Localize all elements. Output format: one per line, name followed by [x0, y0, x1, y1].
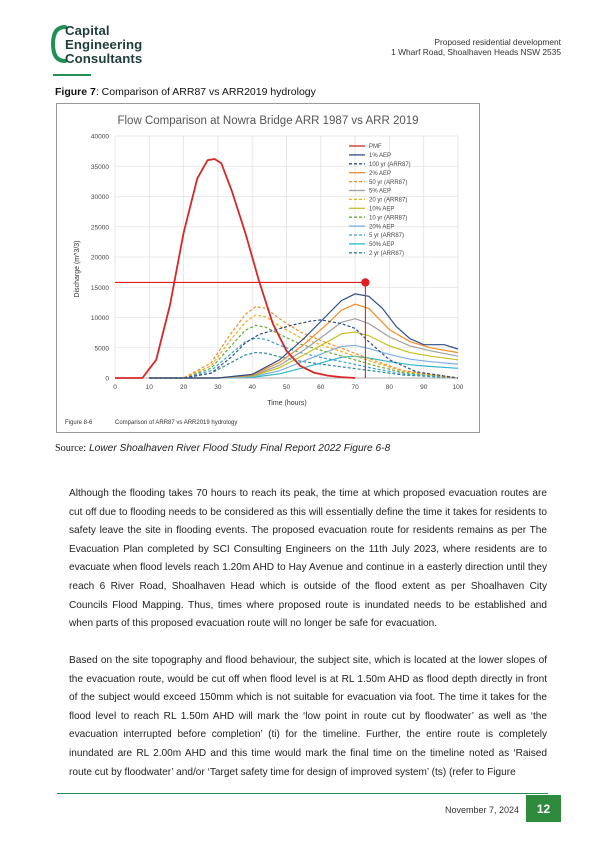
series-line	[149, 325, 458, 378]
x-tick-label: 80	[385, 384, 394, 391]
logo-line: Engineering	[65, 37, 143, 52]
legend-label: 5 yr (ARR87)	[369, 233, 405, 240]
body-paragraph-1: Although the flooding takes 70 hours to reach its peak, the time at which proposed evacuation routes are cut off due to flooding needs to be considered as this will essentially define the time it takes for residents to safety leave the site in flooding events. The proposed evacuation route for residents remains as per The Evacuation Plan completed by SCI Consulting Engineers on the 11th July 2023, where residents are to evacuate when flood levels reach 1.20m AHD to Hay Avenue and continue in a easterly direction until they reach 6 River Road, Shoalhaven Head which is outside of the flood extent as per Shoalhaven City Councils Flood Mapping. Thus, times where proposed route is inundated needs to be established and when parts of this proposed evacuation route will no longer be safe for evacuation.	[69, 488, 547, 630]
footer-date: November 7, 2024	[444, 805, 519, 815]
x-tick-label: 40	[248, 384, 256, 391]
figure-caption	[55, 86, 316, 98]
y-tick-label: 35000	[90, 163, 109, 171]
inner-caption-text: Comparison of ARR87 vs ARR2019 hydrology	[115, 420, 238, 426]
x-axis-label: Time (hours)	[267, 400, 307, 407]
y-tick-label: 0	[105, 375, 109, 383]
legend-label: 50% AEP	[369, 242, 395, 249]
legend-label: 20% AEP	[369, 224, 395, 231]
body-paragraph-2: Based on the site topography and flood behaviour, the subject site, which is located at the lower slopes of the evacuation route, would be cut off when flood level is at RL 1.50m AHD as flood depth directly in front of the subject would exceed 150mm which is not suitable for evacuation via foot. The time it takes for the flood level to reach RL 1.50m AHD will mark the ‘low point in route cut by floodwater’ as well as ‘the evacuation interrupted before completion’ (ti) for the timeline. Further, the entire route is completely inundated are RL 2.00m AHD and this time would mark the final time on the timeline noted as ‘Raised route cut by floodwater’ and/or ‘Target safety time for design of improved system’ (ts) (refer to Figure	[69, 655, 547, 778]
x-tick-label: 70	[351, 384, 359, 391]
logo-underline	[53, 74, 91, 76]
y-tick-label: 40000	[90, 133, 109, 141]
series-line	[149, 319, 458, 378]
figure-source	[55, 443, 390, 454]
legend-label: 2% AEP	[369, 170, 392, 177]
series-line	[149, 320, 458, 378]
figure-label: Figure 7	[55, 86, 96, 98]
y-tick-label: 25000	[90, 224, 109, 232]
footer-divider	[57, 793, 548, 794]
logo-wordmark	[65, 24, 142, 66]
legend-label: 10% AEP	[369, 206, 395, 213]
y-axis-label: Discharge (m^3/3)	[74, 240, 81, 298]
legend-label: PMF	[369, 144, 382, 151]
x-tick-label: 10	[145, 384, 153, 391]
x-tick-label: 50	[282, 384, 291, 391]
logo-line: Consultants	[65, 51, 143, 66]
page-number: 12	[526, 795, 561, 822]
legend-label: 50 yr (ARR87)	[369, 179, 408, 186]
peak-marker	[361, 278, 369, 286]
legend-label: 10 yr (ARR87)	[369, 215, 408, 222]
x-tick-label: 20	[179, 384, 188, 391]
inner-caption-number: Figure 8-6	[65, 420, 93, 426]
project-title: Proposed residential development	[434, 37, 561, 47]
x-tick-label: 60	[317, 384, 325, 391]
series-line	[115, 159, 355, 378]
x-tick-label: 90	[420, 384, 428, 391]
y-tick-label: 5000	[94, 345, 109, 353]
project-address: 1 Wharf Road, Shoalhaven Heads NSW 2535	[391, 47, 561, 57]
source-text: Lower Shoalhaven River Flood Study Final Report 2022 Figure 6-8	[88, 443, 391, 454]
y-tick-label: 30000	[90, 194, 109, 201]
legend-label: 1% AEP	[369, 153, 392, 160]
x-tick-label: 30	[214, 384, 222, 391]
x-tick-label: 0	[113, 384, 117, 391]
legend-label: 5% AEP	[369, 188, 392, 195]
x-tick-label: 100	[452, 384, 464, 391]
chart-legend	[349, 144, 411, 257]
source-label: Source:	[55, 443, 87, 454]
figure-caption-text: : Comparison of ARR87 vs ARR2019 hydrology	[95, 86, 316, 98]
y-tick-label: 15000	[90, 284, 109, 292]
flow-comparison-chart	[57, 104, 479, 432]
page-header-info	[391, 37, 561, 57]
figure-image	[56, 103, 480, 433]
y-tick-label: 10000	[90, 315, 109, 322]
legend-label: 100 yr (ARR87)	[369, 162, 411, 168]
y-tick-label: 20000	[90, 254, 109, 262]
logo-line: Capital	[65, 23, 110, 38]
chart-title: Flow Comparison at Nowra Bridge ARR 1987 vs ARR 2019	[117, 115, 419, 127]
legend-label: 2 yr (ARR87)	[369, 251, 405, 257]
company-logo	[51, 22, 161, 82]
legend-label: 20 yr (ARR87)	[369, 197, 408, 204]
chart-grid	[115, 136, 458, 378]
